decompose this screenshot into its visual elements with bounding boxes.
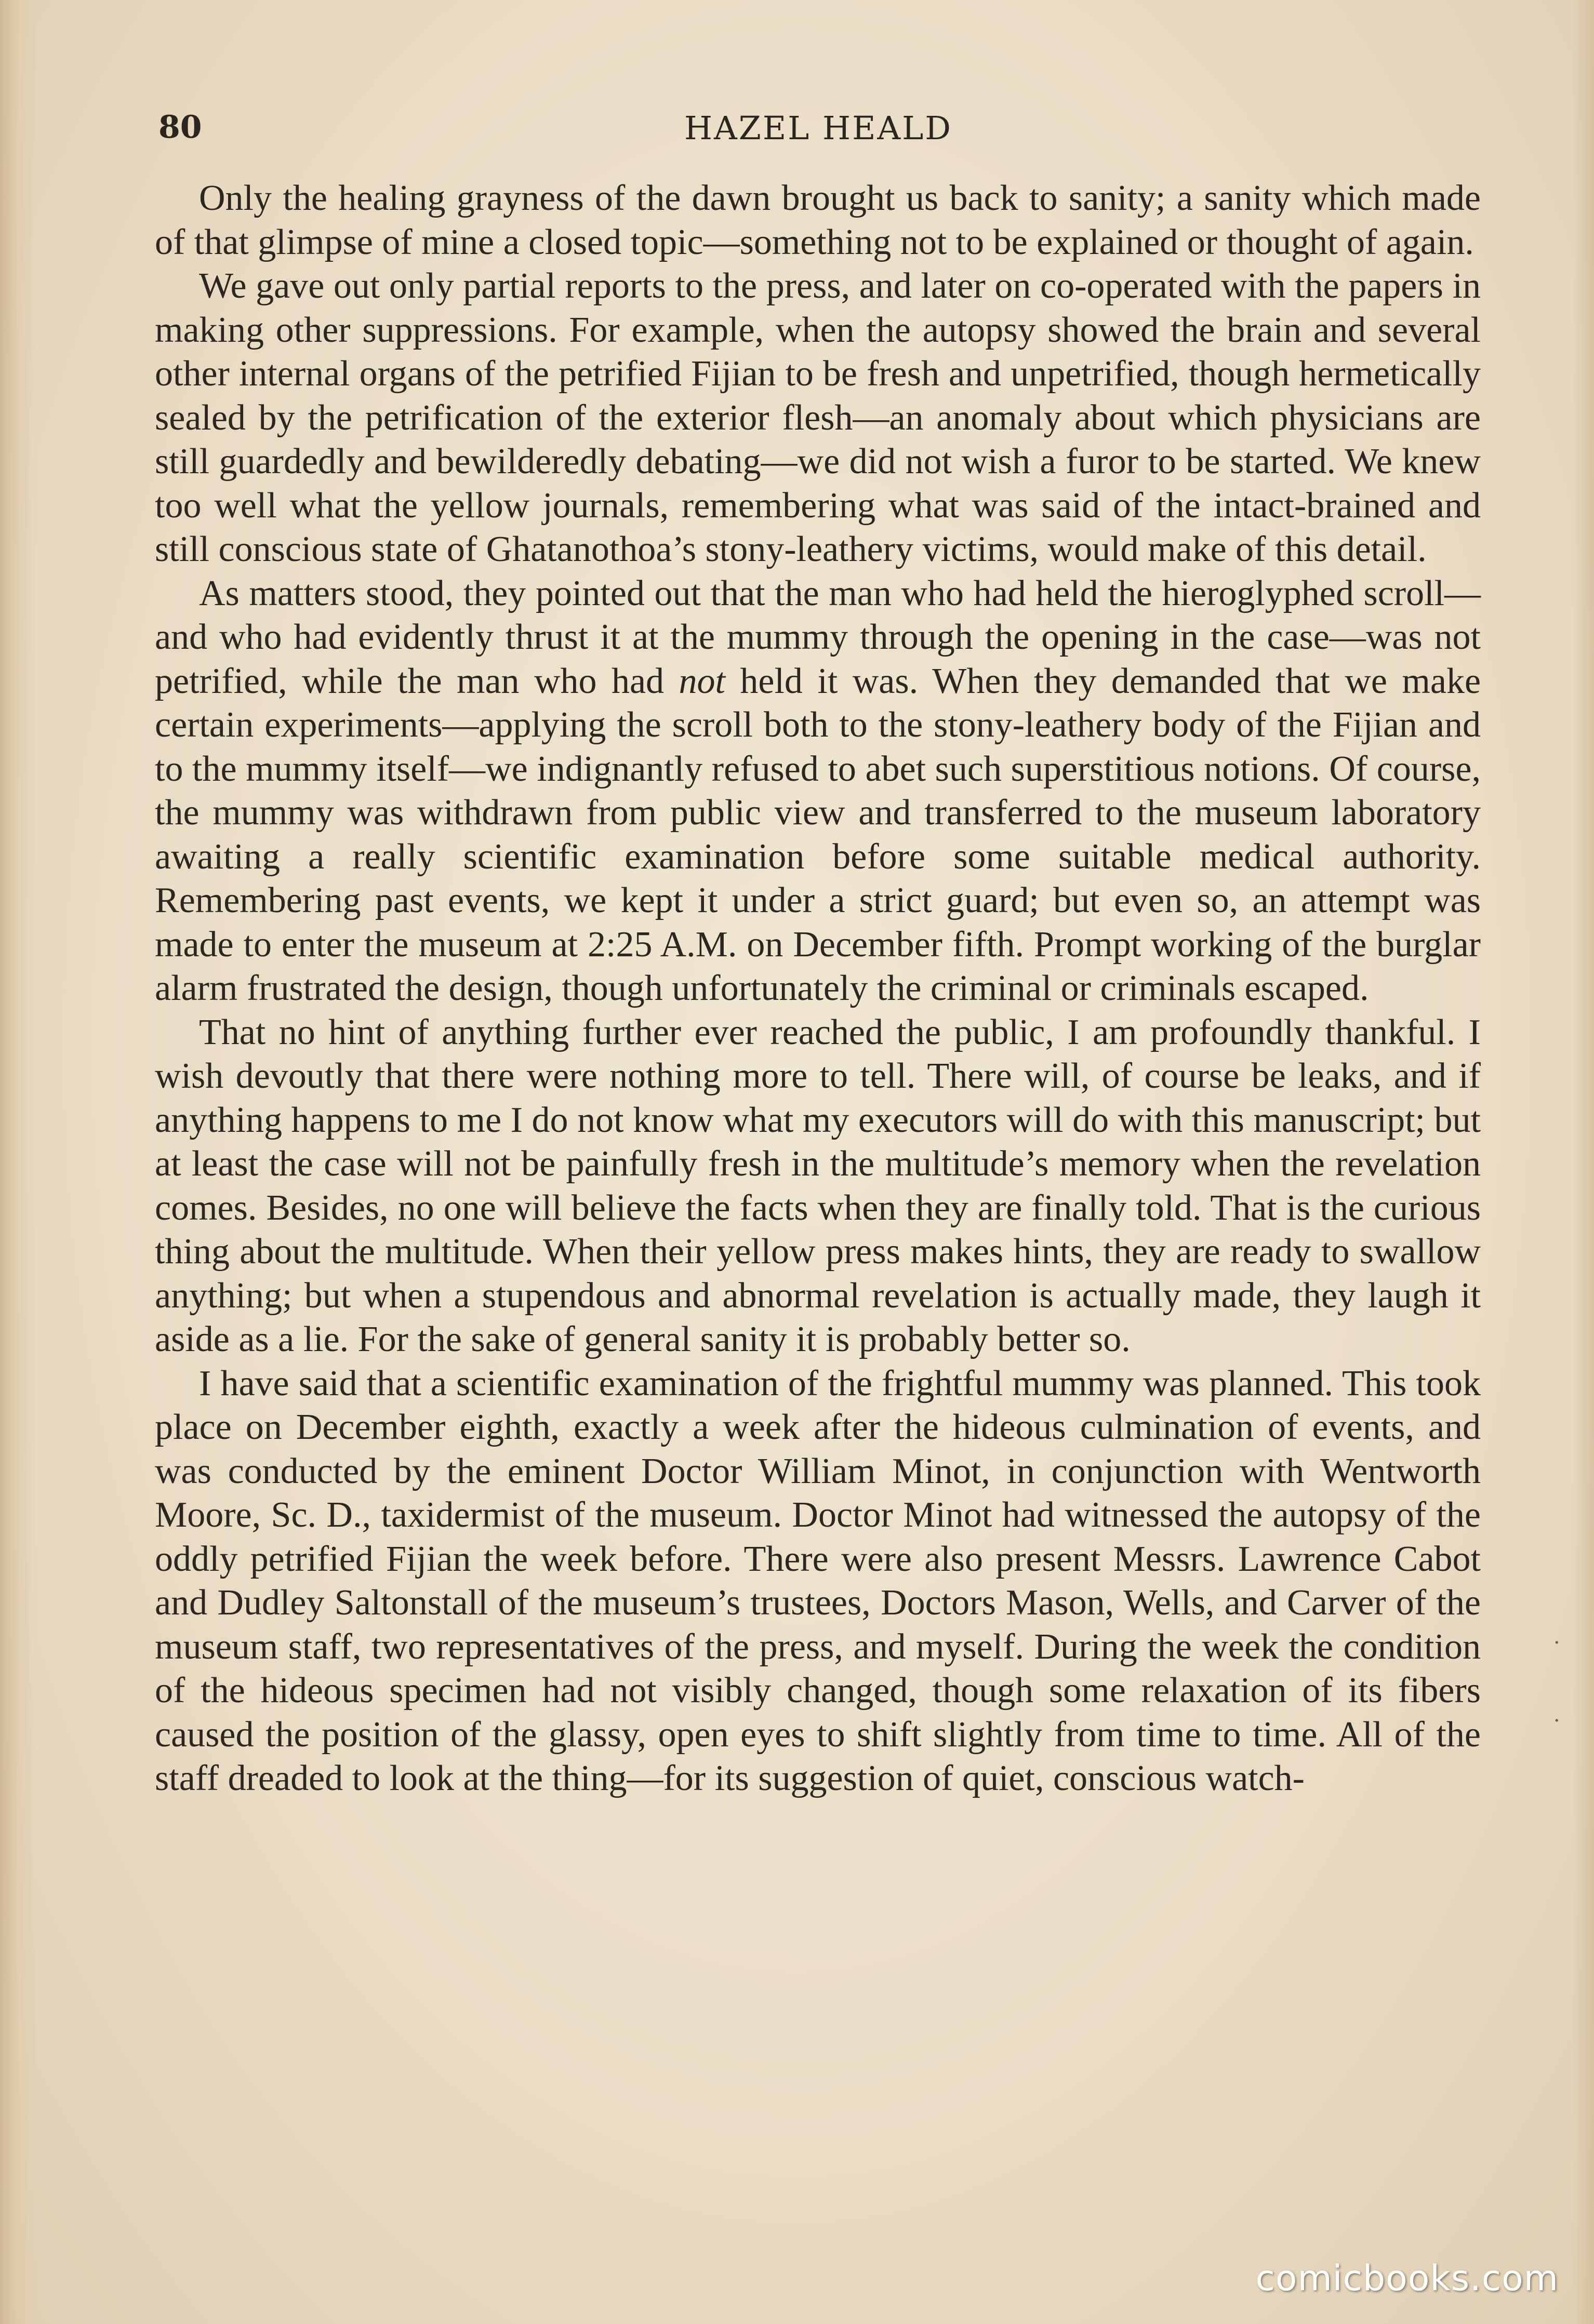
margin-mark: · (1553, 1631, 1560, 1655)
page-header (158, 104, 1478, 161)
emphasis: not (679, 661, 725, 701)
page-number: 80 (158, 109, 202, 145)
paragraph: We gave out only partial reports to the press, and later on co-operated with the papers in making other suppressions. For example, when the autopsy showed the brain and several other internal organs of the petrified Fijian to be fresh and unpetrified, though hermetically sealed by the petrification of the exterior flesh—an anomaly about which physicians are still guardedly and bewilderedly debating—we did not wish a furor to be started. We knew too well what the yellow journals, remembering what was said of the intact-brained and still conscious state of Ghatanothoa’s stony-leathery victims, would make of this detail. (155, 266, 1481, 569)
paragraph: That no hint of anything further ever reached the public, I am profoundly thankful. I wish devoutly that there were nothing more to tell. There will, of course be leaks, and if anything happens to me I do not know what my executors will do with this manuscript; but at least the case will not be painfully fresh in the multitude’s memory when the revelation comes. Besides, no one will believe the facts when they are finally told. That is the curious thing about the multitude. When their yellow press makes hints, they are ready to swallow anything; but when a stupendous and abnormal revelation is actually made, they laugh it aside as a lie. For the sake of general sanity it is probably better so. (155, 1012, 1481, 1359)
watermark-text: comicbooks.com (1255, 2258, 1559, 2299)
page-gutter-shadow (0, 0, 36, 2324)
margin-mark: · (1553, 1709, 1560, 1733)
running-head: HAZEL HEALD (684, 109, 953, 147)
body-text (155, 177, 1481, 1801)
paragraph: Only the healing grayness of the dawn brought us back to sanity; a sanity which made of that glimpse of mine a closed topic—something not to be explained or thought of again. (155, 178, 1481, 262)
paragraph: As matters stood, they pointed out that the man who had held the hieroglyphed scroll—and who had evidently thrust it at the mummy through the opening in the case—was not petrified, while the man who had not held it was. When they demanded that we make certain experiments—applying the scroll both to the stony-leathery body of the Fijian and to the mummy itself—we indignantly refused to abet such superstitious notions. Of course, the mummy was withdrawn from public view and transferred to the museum laboratory awaiting a really scientific examination before some suitable medical authority. Remembering past events, we kept it under a strict guard; but even so, an attempt was made to enter the museum at 2:25 A.M. on December fifth. Prompt working of the burglar alarm frustrated the design, though unfortunately the criminal or criminals escaped. (155, 573, 1481, 1008)
paragraph: I have said that a scientific examination of the frightful mummy was planned. This took place on December eighth, exactly a week after the hideous culmination of events, and was conducted by the eminent Doctor William Minot, in conjunction with Wentworth Moore, Sc. D., taxidermist of the museum. Doctor Minot had witnessed the autopsy of the oddly petrified Fijian the week before. There were also present Messrs. Lawrence Cabot and Dudley Saltonstall of the museum’s trustees, Doctors Mason, Wells, and Carver of the museum staff, two representatives of the press, and myself. During the week the condition of the hideous specimen had not visibly changed, though some relaxation of its fibers caused the position of the glassy, open eyes to shift slightly from time to time. All of the staff dreaded to look at the thing—for its suggestion of quiet, conscious watch- (155, 1363, 1481, 1798)
page-edge-shadow (1573, 0, 1594, 2324)
